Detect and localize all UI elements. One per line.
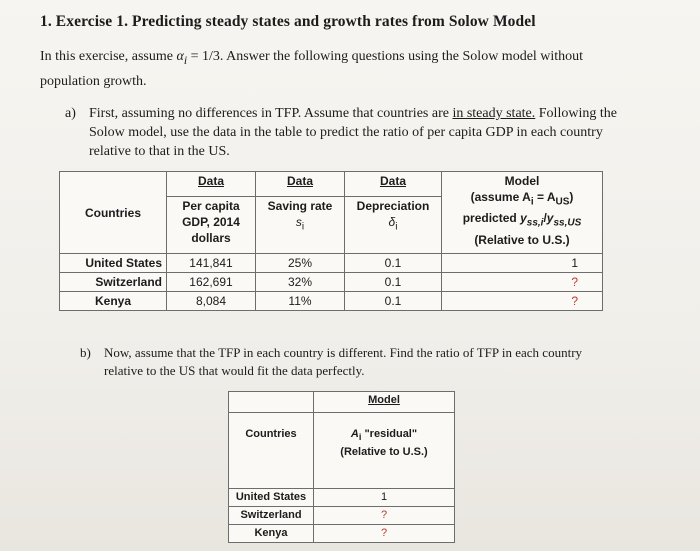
saving-header: Saving rate $s_i$ (256, 197, 345, 254)
intro-paragraph: In this exercise, assume $\alpha_i = 1/3$. Answer the following questions using the Solow model without population growth. (40, 49, 584, 89)
table-row: United States 141,841 25% 0.1 1 (60, 254, 603, 273)
table-row: United States 1 (229, 489, 455, 507)
tfp-table (228, 391, 455, 543)
data-table (59, 171, 603, 311)
data-link-depreciation[interactable]: Data (379, 174, 406, 188)
exercise-heading: 1. Exercise 1. Predicting steady states and growth rates from Solow Model (40, 13, 536, 30)
model-link[interactable]: Model (368, 394, 400, 406)
depreciation-header: Depreciation $\delta_i$ (345, 197, 442, 254)
table-row: Kenya ? (229, 525, 455, 543)
part-b-label: b) (80, 345, 91, 360)
table-row: Kenya 8,084 11% 0.1 ? (60, 292, 603, 311)
data-link-saving[interactable]: Data (286, 174, 313, 188)
part-a-question: a) First, assuming no differences in TFP. Assume that countries are in steady state. Following the Solow model, use the data in the table to predict the ratio of per capita GDP in each country relative to that in the US. (65, 106, 617, 159)
data-link-gdp[interactable]: Data (197, 174, 224, 188)
gdp-header: Per capita GDP, 2014 dollars (167, 197, 256, 254)
part-b-question: b) Now, assume that the TFP in each country is different. Find the ratio of TFP in each country relative to the US that would fit the data perfectly. (80, 345, 583, 378)
residual-header: $A_i$ "residual" (Relative to U.S.) (314, 413, 455, 489)
table-row: Switzerland ? (229, 507, 455, 525)
countries-header: Countries (60, 172, 167, 254)
part-a-label: a) (65, 106, 76, 121)
table-row: Switzerland 162,691 32% 0.1 ? (60, 273, 603, 292)
countries-header: Countries (229, 413, 314, 489)
table-header-row (60, 172, 603, 197)
steady-state-underlined: in steady state. (452, 106, 536, 121)
model-header: Model (assume $A_i = A_{US}$) predicted $y_{ss,i}/y_{ss,US}$ (Relative to U.S.) (442, 172, 603, 254)
